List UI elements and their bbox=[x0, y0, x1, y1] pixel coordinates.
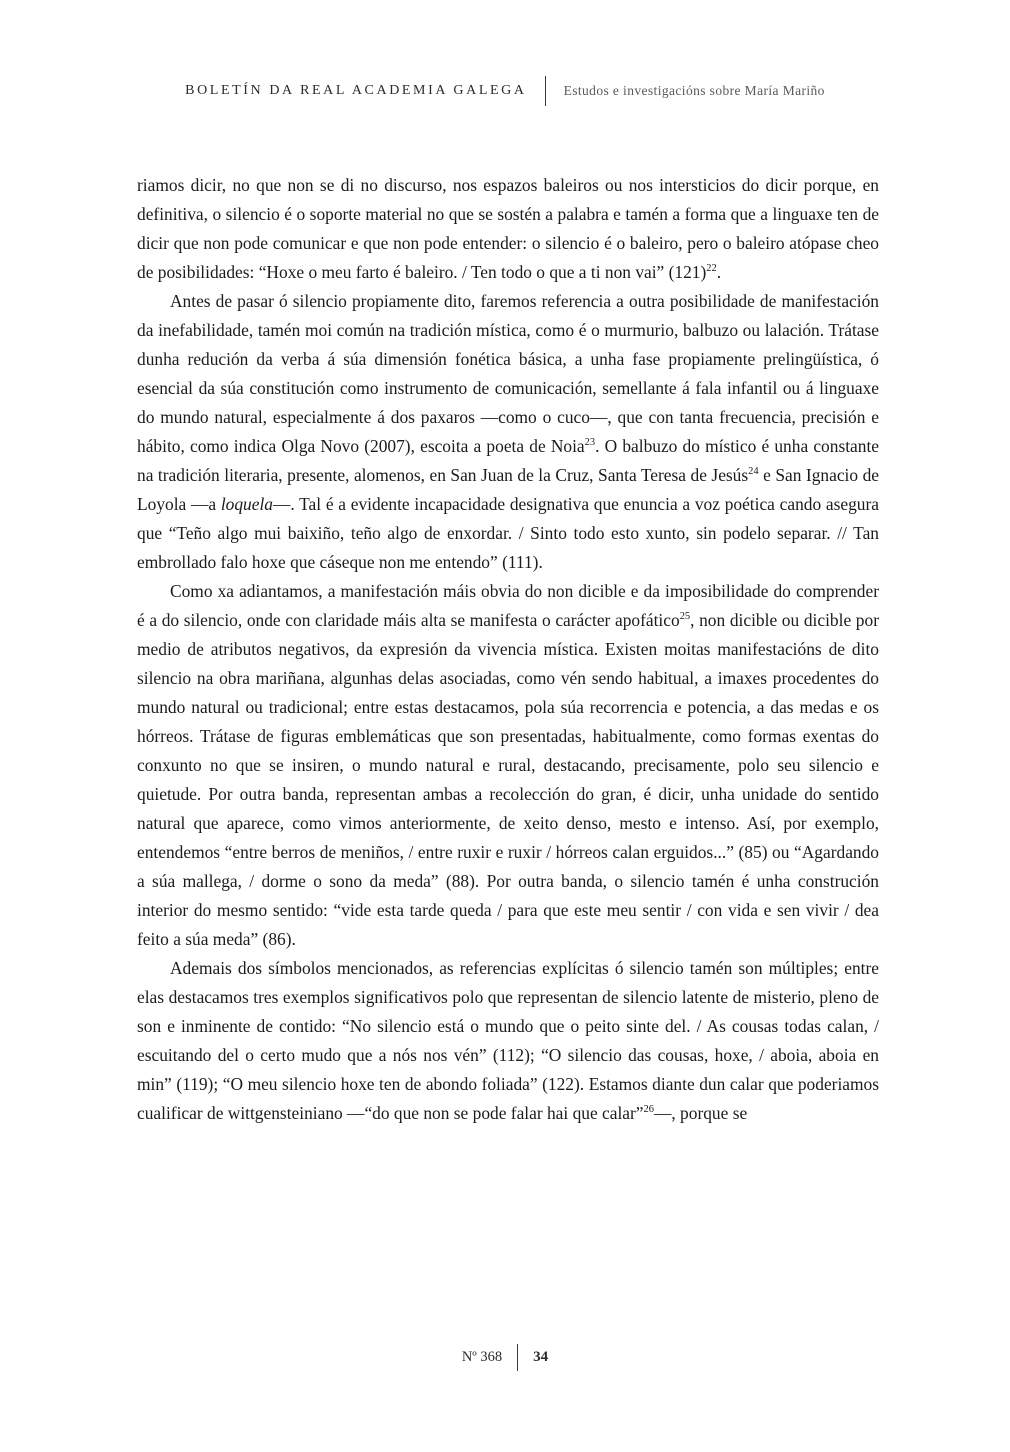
page-header bbox=[0, 76, 1010, 106]
text-segment: , non dicible ou dicible por medio de atributos negativos, da expresión da vivencia mística. Existen moitas manifestacións de dito silencio na obra mariñana, algunhas delas asociadas, como vén sendo habitual, a imaxes procedentes do mundo natural ou tradicional; entre estas destacamos, pola súa recorrencia e potencia, a das medas e os hórreos. Trátase de figuras emblemáticas que son presentadas, habitualmente, como formas exentas do conxunto no que se insiren, o mundo natural e rural, destacando, precisamente, polo seu silencio e quietude. Por outra banda, representan ambas a recolección do gran, é dicir, unha unidade do sentido natural que aparece, como vimos anteriormente, de xeito denso, mesto e intenso. Así, por exemplo, entendemos “entre berros de meniños, / entre ruxir e ruxir / hórreos calan erguidos...” (85) ou “Agardando a súa mallega, / dorme o sono da meda” (88). Por outra banda, o silencio tamén é unha construción interior do mesmo sentido: “vide esta tarde queda / para que este meu sentir / con vida e sen vivir / dea feito a súa meda” (86). bbox=[137, 610, 879, 949]
text-segment: . bbox=[716, 262, 722, 282]
page-number: 34 bbox=[533, 1349, 549, 1365]
text-segment: —, porque se bbox=[653, 1103, 748, 1123]
page-footer bbox=[0, 1344, 1010, 1371]
text-segment: e San Ignacio de Loyola —a bbox=[137, 465, 880, 514]
text-segment: . O balbuzo do místico é unha constante na tradición literaria, presente, alomenos, en San Juan de la Cruz, Santa Teresa de Jesús bbox=[137, 436, 880, 485]
text-segment: loquela bbox=[220, 494, 273, 514]
header-divider bbox=[545, 76, 546, 106]
paragraph bbox=[137, 954, 879, 1128]
paragraph bbox=[137, 171, 879, 287]
document-body bbox=[137, 171, 879, 1128]
text-segment: Ademais dos símbolos mencionados, as referencias explícitas ó silencio tamén son múltiples; entre elas destacamos tres exemplos significativos polo que representan de silencio latente de misterio, pleno de son e inminente de contido: “No silencio está o mundo que o peito sinte del. / As cousas todas calan, / escuitando del o certo mudo que a nós nos vén” (112); “O silencio das cousas, hoxe, / aboia, aboia en min” (119); “O meu silencio hoxe ten de abondo foliada” (122). Estamos diante dun calar que poderiamos cualificar de wittgensteiniano —“do que non se pode falar hai que calar” bbox=[137, 958, 879, 1123]
footer-divider bbox=[517, 1344, 518, 1371]
text-segment: Como xa adiantamos, a manifestación máis obvia do non dicible e da imposibilidade do comprender é a do silencio, onde con claridade máis alta se manifesta o carácter apofático bbox=[137, 581, 879, 630]
paragraph bbox=[137, 577, 879, 954]
issue-number: Nº 368 bbox=[461, 1349, 503, 1365]
footnote-reference: 26 bbox=[643, 1104, 654, 1116]
article-section-title: Estudos e investigacións sobre María Mariño bbox=[563, 83, 825, 98]
text-segment: Antes de pasar ó silencio propiamente dito, faremos referencia a outra posibilidade de manifestación da inefabilidade, tamén moi común na tradición mística, como é o murmurio, balbuzo ou lalación. Trátase dunha redución da verba á súa dimensión fonética básica, a unha fase propiamente prelingüística, ó esencial da súa constitución como instrumento de comunicación, semellante á fala infantil ou á linguaxe do mundo natural, especialmente á dos paxaros —como o cuco—, que con tanta frecuencia, precisión e hábito, como indica Olga Novo (2007), escoita a poeta de Noia bbox=[137, 291, 879, 456]
footnote-reference: 22 bbox=[706, 263, 717, 275]
paragraph bbox=[137, 287, 879, 577]
text-segment: riamos dicir, no que non se di no discurso, nos espazos baleiros ou nos intersticios do dicir porque, en definitiva, o silencio é o soporte material no que se sostén a palabra e tamén a forma que a linguaxe ten de dicir que non pode comunicar e que non pode entender: o silencio é o baleiro, pero o baleiro atópase cheo de posibilidades: “Hoxe o meu farto é baleiro. / Ten todo o que a ti non vai” (121) bbox=[137, 175, 879, 282]
footnote-reference: 25 bbox=[679, 611, 691, 623]
footnote-reference: 23 bbox=[584, 437, 596, 449]
footnote-reference: 24 bbox=[748, 466, 759, 478]
journal-title: BOLETÍN DA REAL ACADEMIA GALEGA bbox=[185, 83, 527, 98]
text-segment: —. Tal é a evidente incapacidade designativa que enuncia a voz poética cando asegura que “Teño algo mui baixiño, teño algo de enxordar. / Sinto todo esto xunto, sin podelo separar. // Tan embrollado falo hoxe que cáseque non me entendo” (111). bbox=[137, 494, 879, 572]
